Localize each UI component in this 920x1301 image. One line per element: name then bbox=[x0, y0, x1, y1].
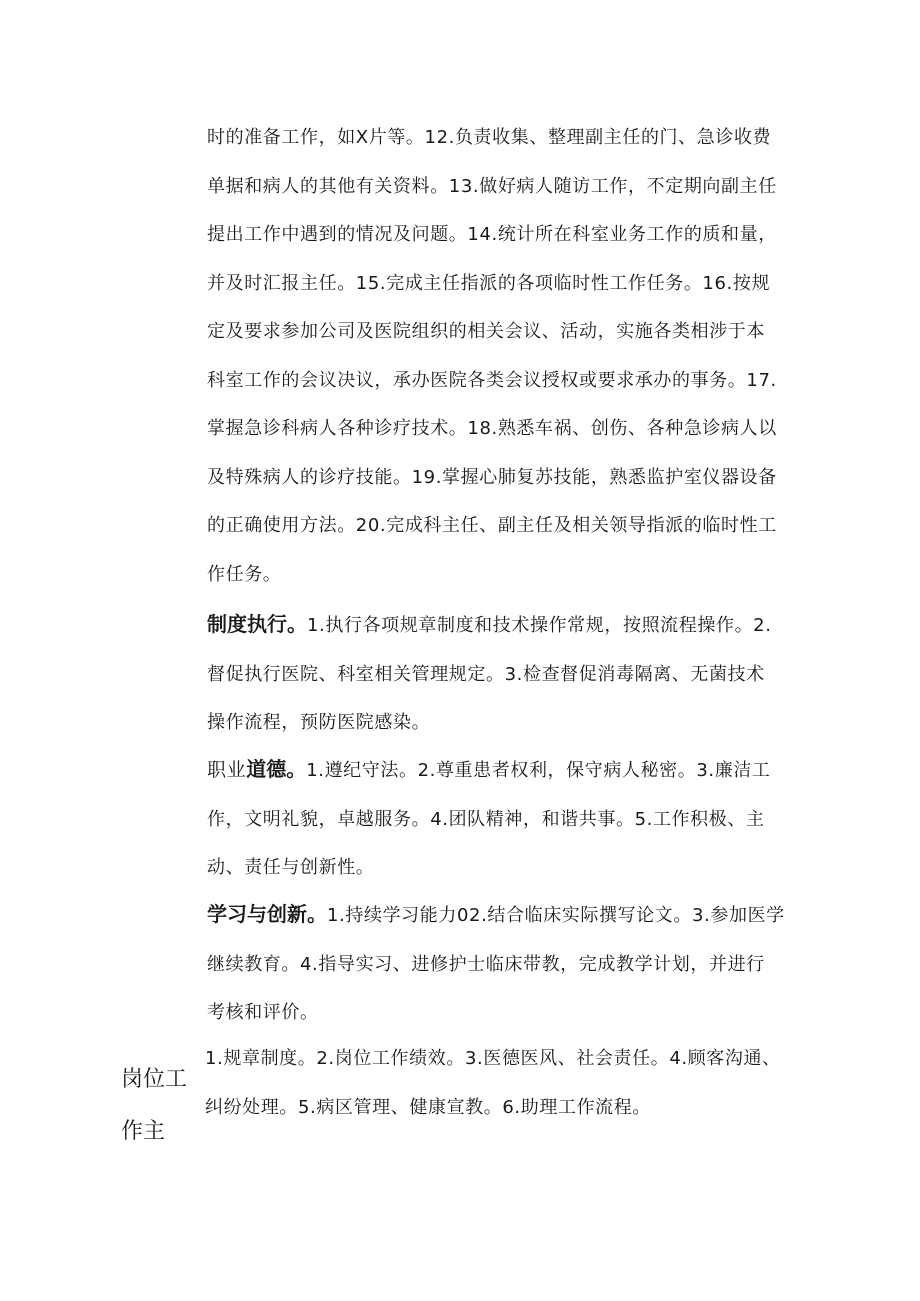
ethics-text: 1.遵纪守法。2.尊重患者权利，保守病人秘密。3.廉洁工 bbox=[306, 760, 771, 781]
institution-line: 操作流程，预防医院感染。 bbox=[207, 712, 431, 733]
learning-heading: 学习与创新。 bbox=[207, 902, 327, 926]
institution-heading: 制度执行。 bbox=[207, 612, 307, 636]
duties-line: 定及要求参加公司及医院组织的相关会议、活动，实施各类相涉于本 bbox=[207, 321, 765, 342]
ethics-heading-prefix: 职业 bbox=[207, 759, 247, 781]
learning-line: 继续教育。4.指导实习、进修护士临床带教，完成教学计划，并进行 bbox=[207, 953, 765, 975]
duties-line: 科室工作的会议决议，承办医院各类会议授权或要求承办的事务。17. bbox=[207, 369, 777, 391]
assessment-paragraph bbox=[205, 1035, 815, 1132]
institution-line: 督促执行医院、科室相关管理规定。3.检查督促消毒隔离、无菌技术 bbox=[207, 663, 765, 685]
ethics-section bbox=[207, 745, 815, 893]
ethics-line: 动、责任与创新性。 bbox=[207, 857, 375, 878]
duties-line: 并及时汇报主任。15.完成主任指派的各项临时性工作任务。16.按规 bbox=[207, 272, 771, 294]
duties-line: 提出工作中遇到的情况及问题。14.统计所在科室业务工作的质和量， bbox=[207, 224, 777, 245]
institution-section bbox=[207, 600, 815, 748]
duties-line: 的正确使用方法。20.完成科主任、副主任及相关领导指派的临时性工 bbox=[207, 515, 777, 536]
side-label-line: 岗位工 bbox=[121, 1067, 188, 1092]
institution-text: 1.执行各项规章制度和技术操作常规，按照流程操作。2. bbox=[307, 615, 772, 636]
duties-paragraph bbox=[207, 114, 815, 599]
duties-line: 时的准备工作，如X片等。12.负责收集、整理副主任的门、急诊收费 bbox=[207, 127, 772, 148]
ethics-first-line bbox=[207, 745, 815, 796]
assessment-side-label bbox=[121, 1054, 199, 1144]
duties-line: 掌握急诊科病人各种诊疗技术。18.熟悉车祸、创伤、各种急诊病人以 bbox=[207, 418, 777, 439]
learning-line: 考核和评价。 bbox=[207, 1002, 319, 1023]
duties-line: 及特殊病人的诊疗技能。19.掌握心肺复苏技能，熟悉监护室仪器设备 bbox=[207, 466, 777, 488]
learning-section bbox=[207, 890, 815, 1038]
ethics-line: 作，文明礼貌，卓越服务。4.团队精神，和谐共事。5.工作积极、主 bbox=[207, 808, 765, 830]
duties-line: 单据和病人的其他有关资料。13.做好病人随访工作，不定期向副主任 bbox=[207, 175, 777, 197]
learning-text: 1.持续学习能力02.结合临床实际撰写论文。3.参加医学 bbox=[327, 905, 785, 926]
institution-first-line bbox=[207, 600, 815, 651]
ethics-heading: 道德。 bbox=[246, 757, 307, 781]
assessment-line: 纠纷处理。5.病区管理、健康宣教。6.助理工作流程。 bbox=[205, 1096, 651, 1118]
learning-first-line bbox=[207, 890, 815, 941]
side-label-line: 作主 bbox=[121, 1119, 166, 1144]
duties-line: 作任务。 bbox=[207, 563, 282, 585]
assessment-line: 1.规章制度。2.岗位工作绩效。3.医德医风、社会责任。4.顾客沟通、 bbox=[205, 1048, 781, 1069]
